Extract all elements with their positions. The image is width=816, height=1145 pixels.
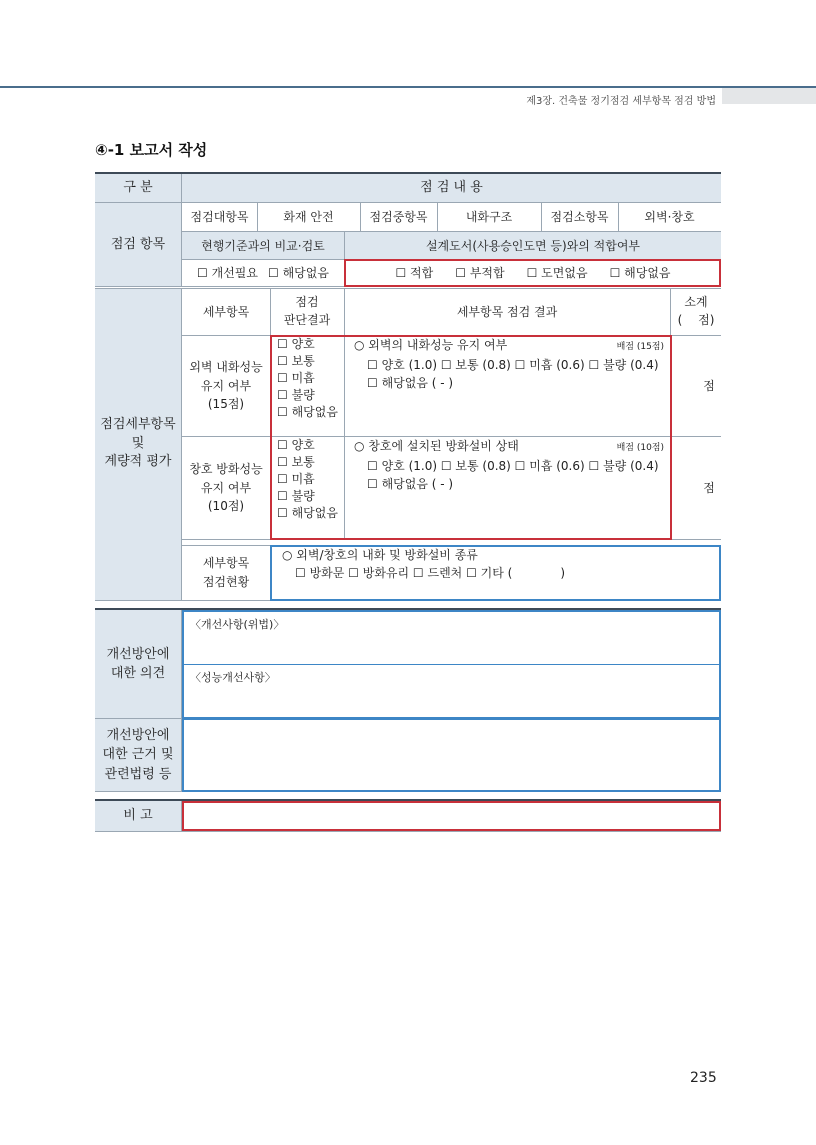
compliant-checkbox[interactable]: ☐ 적합 [395, 265, 434, 280]
row2-result-points: 배점 (10점) [616, 443, 664, 453]
detail-item-exterior-wall [182, 336, 270, 436]
detail-eval-label-line2: 및 [131, 435, 145, 451]
minor-item-value: 외벽·창호 [644, 210, 695, 224]
row1-item-line1: 외벽 내화성능 [189, 360, 263, 375]
row1-good-checkbox[interactable]: ☐ 양호 [277, 337, 315, 351]
design-compliance: 설계도서(사용승인도면 등)와의 적합여부 [345, 232, 721, 259]
detail-eval-label-line1: 점검세부항목 [100, 416, 176, 432]
minor-item-label: 점검소항목 [550, 210, 609, 224]
row1-result-title: ○ 외벽의 내화성능 유지 여부 [354, 338, 508, 352]
row1-result-na[interactable]: ☐ 해당없음 ( - ) [367, 376, 454, 390]
row2-good-checkbox[interactable]: ☐ 양호 [277, 438, 315, 452]
detail-eval-label-line3: 계량적 평가 [104, 454, 172, 470]
improvement-needed-checkbox[interactable]: ☐ 개선필요 [197, 265, 258, 280]
row1-score: 점 [703, 379, 715, 393]
header-tab [722, 88, 816, 104]
row1-na-checkbox[interactable]: ☐ 해당없음 [277, 405, 338, 419]
row2-item-line3: (10점) [207, 499, 245, 514]
row1-result-points: 배점 (15점) [616, 342, 664, 352]
subtotal-header-line2: ( 점) [677, 312, 715, 327]
row1-normal-checkbox[interactable]: ☐ 보통 [277, 354, 315, 368]
basis-label-line2: 대한 근거 및 [102, 747, 174, 763]
section-title: ④-1 보고서 작성 [95, 141, 208, 159]
status-line2[interactable]: ☐ 방화문 ☐ 방화유리 ☐ 드렌처 ☐ 기타 ( ) [295, 566, 566, 580]
basis-highlight [182, 718, 721, 792]
non-compliant-checkbox[interactable]: ☐ 부적합 [455, 265, 505, 280]
design-not-applicable-checkbox[interactable]: ☐ 해당없음 [609, 265, 671, 280]
design-compliance-highlight [344, 259, 721, 287]
performance-heading: 〈성능개선사항〉 [190, 671, 276, 684]
status-line1: ○ 외벽/창호의 내화 및 방화설비 종류 [282, 548, 478, 562]
status-label-line1: 세부항목 [202, 555, 250, 570]
detail-item-header: 세부항목 [202, 304, 250, 319]
row2-na-checkbox[interactable]: ☐ 해당없음 [277, 506, 338, 520]
row2-poor-checkbox[interactable]: ☐ 미흡 [277, 472, 315, 486]
row2-item-line2: 유지 여부 [200, 480, 252, 495]
subtotal-header-line1: 소계 [684, 295, 708, 310]
chapter-header: 제3장. 건축물 정기점검 세부항목 점검 방법 [526, 96, 716, 107]
row1-item-line3: (15점) [207, 397, 245, 412]
basis-label-line3: 관련법령 등 [104, 766, 172, 782]
status-label-line2: 점검현황 [202, 575, 250, 589]
row1-poor-checkbox[interactable]: ☐ 미흡 [277, 371, 315, 385]
row2-result-title: ○ 창호에 설치된 방화설비 상태 [354, 439, 519, 453]
middle-item-value: 내화구조 [465, 210, 513, 224]
category-header: 구 분 [95, 174, 181, 202]
opinion-label-line2: 대한 의견 [110, 666, 166, 681]
row2-bad-checkbox[interactable]: ☐ 불량 [277, 489, 315, 503]
basis-label [95, 719, 181, 791]
opinion-label [95, 610, 181, 718]
row2-item-line1: 창호 방화성능 [189, 462, 263, 477]
row2-result-options[interactable]: ☐ 양호 (1.0) ☐ 보통 (0.8) ☐ 미흡 (0.6) ☐ 불량 (0.4) [367, 459, 659, 473]
result-header: 세부항목 점검 결과 [456, 304, 558, 319]
opinion-divider [184, 664, 719, 665]
judgement-result-highlight [270, 335, 672, 540]
current-options [182, 259, 344, 286]
no-drawing-checkbox[interactable]: ☐ 도면없음 [526, 265, 588, 280]
detail-status-label [182, 546, 270, 600]
judgement-header [270, 288, 344, 335]
row1-item-line2: 유지 여부 [200, 378, 252, 393]
basis-label-line1: 개선방안에 [106, 727, 170, 743]
opinion-label-line1: 개선방안에 [106, 646, 170, 662]
detail-item-window [182, 437, 270, 539]
row2-normal-checkbox[interactable]: ☐ 보통 [277, 455, 315, 469]
major-item-label: 점검대항목 [190, 210, 249, 224]
row1-result-options[interactable]: ☐ 양호 (1.0) ☐ 보통 (0.8) ☐ 미흡 (0.6) ☐ 불량 (0.4) [367, 358, 659, 372]
status-highlight [270, 545, 721, 601]
not-applicable-checkbox[interactable]: ☐ 해당없음 [268, 265, 329, 280]
current-standard-compare: 현행기준과의 비교·검토 [182, 232, 344, 259]
row2-result-na[interactable]: ☐ 해당없음 ( - ) [367, 477, 454, 491]
row2-score: 점 [703, 481, 715, 495]
middle-item-label: 점검중항목 [369, 210, 428, 224]
remarks-highlight [182, 801, 721, 831]
page-number: 235 [690, 1070, 717, 1086]
header-rule [0, 86, 816, 88]
row1-bad-checkbox[interactable]: ☐ 불량 [277, 388, 315, 402]
detail-eval-label [95, 288, 181, 600]
judgement-header-line2: 판단결과 [283, 312, 331, 327]
major-item-value: 화재 안전 [283, 210, 334, 224]
content-header: 점 검 내 용 [182, 174, 721, 202]
subtotal-header [671, 288, 721, 335]
inspection-items-label: 점검 항목 [95, 203, 181, 286]
remarks-label: 비 고 [95, 801, 181, 831]
judgement-header-line1: 점검 [295, 295, 319, 310]
violation-heading: 〈개선사항(위법)〉 [190, 618, 285, 631]
